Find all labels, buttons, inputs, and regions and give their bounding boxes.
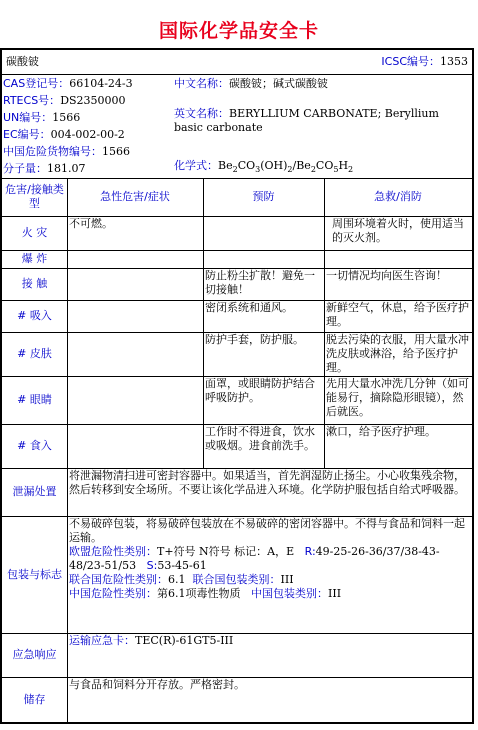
cn-name-value: 碳酸铍；碱式碳酸铍 <box>229 77 328 90</box>
card-title: 国际化学品安全卡 <box>158 20 319 42</box>
row-label-contact: 接 触 <box>21 277 48 290</box>
fire-firstaid: 周围环境着火时，使用适当的灭火剂。 <box>332 217 464 244</box>
icsc-value: 1353 <box>440 55 468 68</box>
cas-label: CAS登记号： <box>3 77 70 90</box>
formula-label: 化学式： <box>174 159 218 172</box>
eu-class-value: T+符号 N符号 标记：A，E <box>157 545 295 558</box>
emergency-card-value: TEC(R)-61GT5-III <box>135 634 234 647</box>
s-phrases-value: 53-45-61 <box>157 559 207 572</box>
cn-name-label: 中文名称： <box>174 77 229 90</box>
emergency-text <box>67 633 472 677</box>
formula-sub: 3 <box>255 165 261 175</box>
cn-dg-label: 中国危险货物编号： <box>3 145 102 158</box>
contact-prevention: 防止粉尘扩散！避免一切接触！ <box>205 269 315 296</box>
un-pack-label: 联合国包装类别： <box>192 573 281 586</box>
spill-text: 将泄漏物清扫进可密封容器中。如果适当，首先润湿防止扬尘。小心收集残余物，然后转移到安全场所。不要让该化学品进入环境。化学防护服包括自给式呼吸器。 <box>69 469 465 496</box>
row-label-fire: 火 灾 <box>21 226 48 239</box>
formula-sub: 2 <box>232 165 238 175</box>
ingestion-firstaid: 漱口，给予医疗护理。 <box>326 425 436 438</box>
explosion-prevention <box>203 250 324 268</box>
identifiers-block <box>3 77 133 176</box>
english-name <box>174 107 466 135</box>
rtecs-label: RTECS号： <box>3 94 61 107</box>
skin-symptoms <box>67 332 203 376</box>
mw-value: 181.07 <box>47 162 86 175</box>
column-header-symptoms: 急性危害/症状 <box>100 190 170 203</box>
formula-part: CO <box>237 159 256 172</box>
un-label: UN编号： <box>3 111 53 124</box>
ingestion-symptoms <box>67 424 203 468</box>
explosion-symptoms <box>67 250 203 268</box>
cn-class-label: 中国危险性类别： <box>69 587 157 600</box>
emergency-card-label: 运输应急卡： <box>69 634 135 647</box>
icsc-label: ICSC编号： <box>381 55 440 68</box>
section-label-packaging: 包装与标志 <box>7 567 62 581</box>
fire-prevention <box>203 216 324 250</box>
formula-part: Be <box>218 159 233 172</box>
cn-dg-value: 1566 <box>102 145 130 158</box>
ec-label: EC编号： <box>3 128 51 141</box>
column-header-type: 危害/接触类型 <box>5 183 64 210</box>
eyes-prevention: 面罩，或眼睛防护结合呼吸防护。 <box>205 377 315 404</box>
un-class-label: 联合国危险性类别： <box>69 573 168 586</box>
un-value: 1566 <box>52 111 81 124</box>
inhalation-symptoms <box>67 300 203 332</box>
un-pack-value: III <box>280 573 294 586</box>
formula-sub: 5 <box>333 165 339 175</box>
formula-part: H <box>338 159 349 172</box>
row-label-explosion: 爆 炸 <box>21 252 48 265</box>
formula-part: /Be <box>292 159 311 172</box>
ec-value: 004-002-00-2 <box>50 128 125 141</box>
inhalation-prevention: 密闭系统和通风。 <box>205 301 293 314</box>
contact-symptoms <box>67 268 203 300</box>
en-name-value: BERYLLIUM CARBONATE; Beryllium basic carbonate <box>174 107 439 134</box>
r-phrases-value: 49-25-26-36/37/38-43-48/23-51/53 <box>69 545 440 572</box>
explosion-firstaid <box>324 250 472 268</box>
skin-prevention: 防护手套，防护服。 <box>205 333 304 346</box>
cn-pack-value: III <box>328 587 342 600</box>
formula-part: (OH) <box>260 159 288 172</box>
formula-part: CO <box>315 159 334 172</box>
cn-class-value: 第6.1项毒性物质 <box>157 587 241 600</box>
eyes-symptoms <box>67 376 203 424</box>
formula-sub: 2 <box>287 165 293 175</box>
r-phrases-label: R: <box>304 545 316 558</box>
cas-value: 66104-24-3 <box>69 77 133 90</box>
icsc-number <box>381 55 468 69</box>
cn-classification <box>69 587 470 601</box>
rtecs-value: DS2350000 <box>60 94 126 107</box>
row-label-skin: # 皮肤 <box>17 347 52 360</box>
storage-text: 与食品和饲料分开存放。严格密封。 <box>69 678 245 691</box>
fire-symptoms: 不可燃。 <box>69 217 113 230</box>
row-label-ingestion: # 食入 <box>17 439 52 452</box>
formula-sub: 2 <box>310 165 316 175</box>
chinese-name <box>174 77 464 91</box>
un-classification <box>69 573 470 587</box>
un-class-value: 6.1 <box>168 573 186 586</box>
chemical-name-header: 碳酸铍 <box>6 55 39 68</box>
row-label-inhalation: # 吸入 <box>17 309 52 322</box>
mw-label: 分子量： <box>3 162 47 175</box>
contact-firstaid: 一切情况均向医生咨询！ <box>326 269 447 282</box>
ingestion-prevention: 工作时不得进食，饮水或吸烟。进食前洗手。 <box>205 425 315 452</box>
skin-firstaid: 脱去污染的衣服，用大量水冲洗皮肤或淋浴，给予医疗护理。 <box>326 333 469 374</box>
column-header-prevention: 预防 <box>252 190 275 203</box>
inhalation-firstaid: 新鲜空气，休息，给予医疗护理。 <box>326 301 469 328</box>
row-label-eyes: # 眼睛 <box>17 393 52 406</box>
formula-sub: 2 <box>348 165 354 175</box>
chemical-formula <box>174 159 466 173</box>
cn-pack-label: 中国包装类别： <box>251 587 328 600</box>
packaging-description: 不易破碎包装，将易破碎包装放在不易破碎的密闭容器中。不得与食品和饲料一起运输。 <box>69 517 465 544</box>
divider <box>2 74 472 75</box>
section-label-storage: 储存 <box>23 692 46 706</box>
packaging-text <box>67 516 472 633</box>
en-name-label: 英文名称： <box>174 107 229 120</box>
eu-classification <box>69 545 470 573</box>
section-label-spill: 泄漏处置 <box>12 485 57 498</box>
eu-class-label: 欧盟危险性类别： <box>69 545 157 558</box>
s-phrases-label: S: <box>146 559 158 572</box>
column-header-firstaid: 急救/消防 <box>374 190 422 203</box>
eyes-firstaid: 先用大量水冲洗几分钟（如可能易行，摘除隐形眼镜），然后就医。 <box>326 377 469 418</box>
section-label-emergency: 应急响应 <box>12 648 57 661</box>
